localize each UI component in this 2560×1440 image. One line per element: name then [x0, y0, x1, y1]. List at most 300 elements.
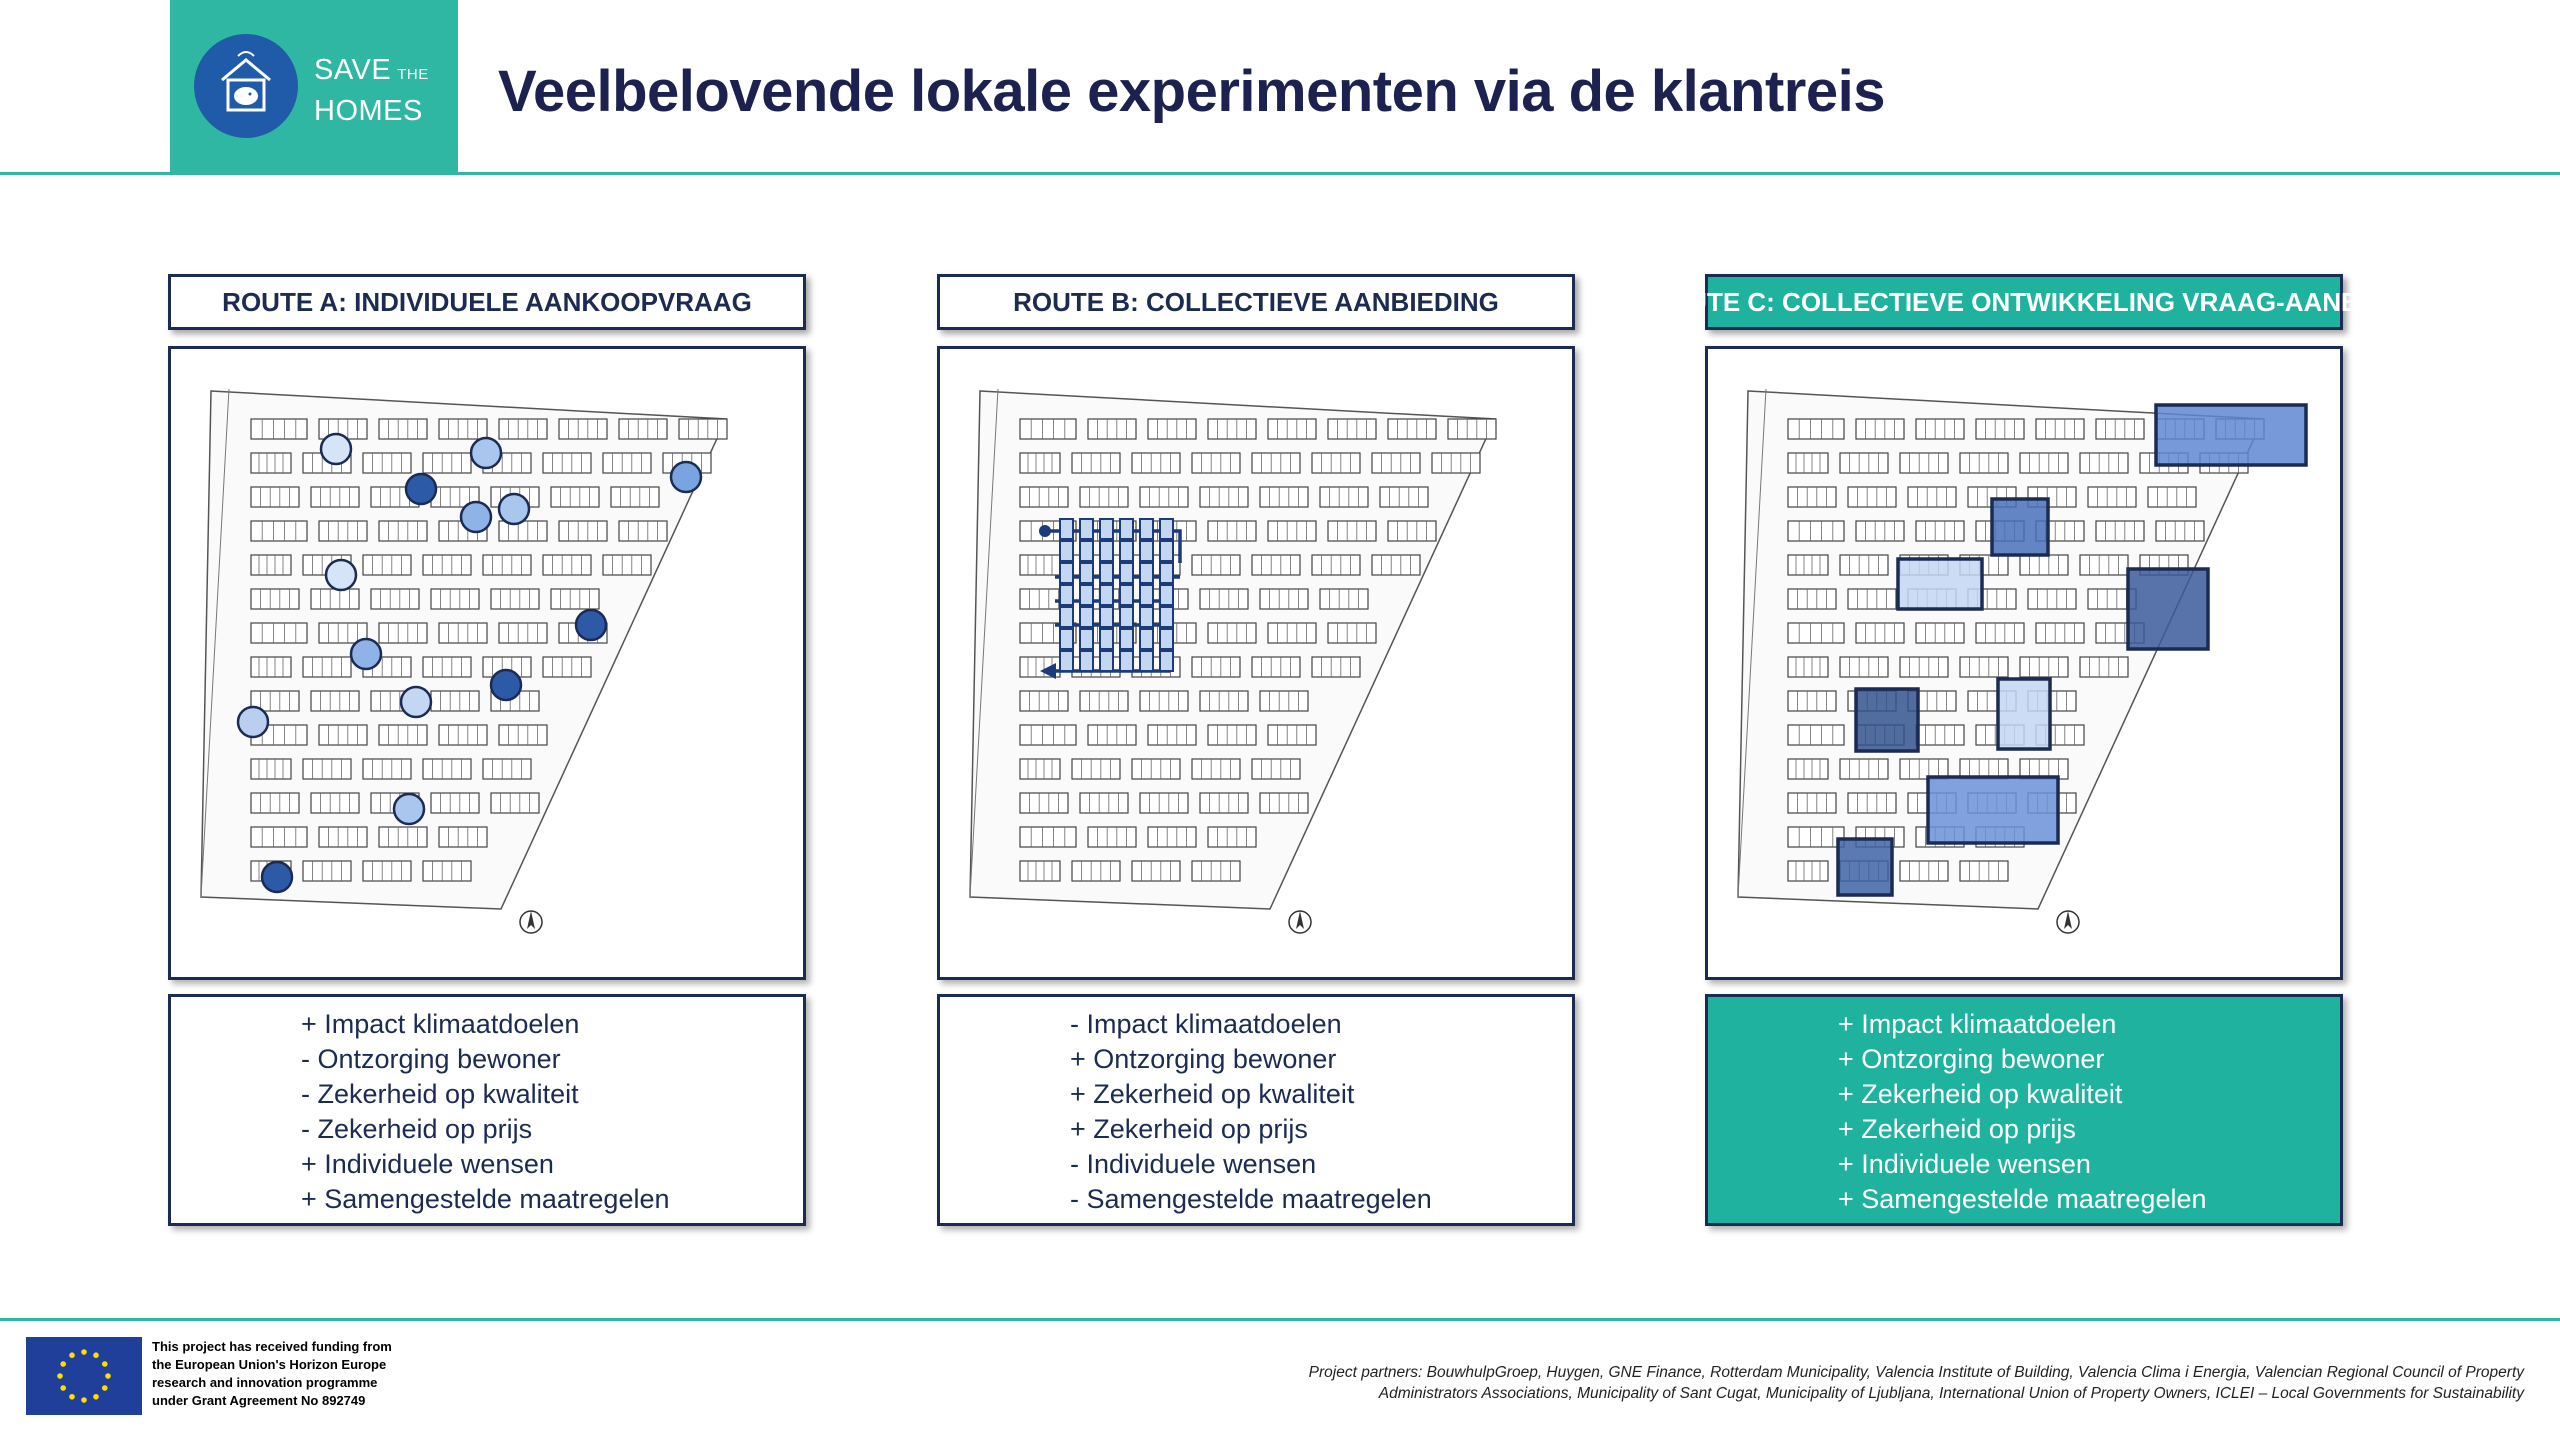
highlighted-house	[1140, 563, 1153, 583]
building-block	[1148, 827, 1196, 847]
building-block	[1252, 453, 1300, 473]
highlighted-house	[1120, 541, 1133, 561]
building-block	[319, 521, 367, 541]
household-marker	[238, 707, 268, 737]
eu-star	[102, 1385, 108, 1391]
building-block	[1020, 827, 1076, 847]
building-block	[1208, 827, 1256, 847]
eu-star	[60, 1361, 66, 1367]
development-zone	[1928, 777, 2058, 843]
house-piggybank-logo-icon	[194, 34, 298, 138]
highlighted-house	[1140, 651, 1153, 671]
street-map	[1738, 389, 2264, 933]
building-block	[1788, 691, 1836, 711]
building-block	[1788, 827, 1844, 847]
highlighted-house	[1120, 563, 1133, 583]
building-block	[1788, 861, 1828, 881]
development-zone	[1838, 839, 1892, 895]
list-item: - Zekerheid op prijs	[301, 1114, 533, 1144]
building-block	[1080, 691, 1128, 711]
building-block	[559, 419, 607, 439]
highlighted-house	[1140, 585, 1153, 605]
partners-line: Project partners: BouwhulpGroep, Huygen, GNE Finance, Rotterdam Municipality, Valencia Institute of Building, Valencia Clima i Energia, Valencian Regional Council of Property	[1308, 1364, 2524, 1381]
building-block	[319, 827, 367, 847]
building-block	[1252, 759, 1300, 779]
building-block	[1268, 725, 1316, 745]
building-block	[1020, 793, 1068, 813]
building-block	[1388, 419, 1436, 439]
building-block	[1148, 725, 1196, 745]
funding-line: the European Union's Horizon Europe	[152, 1357, 387, 1372]
building-block	[1900, 861, 1948, 881]
building-block	[1260, 793, 1308, 813]
building-block	[1312, 453, 1360, 473]
street-map	[970, 389, 1496, 933]
highlighted-house	[1160, 585, 1173, 605]
household-marker	[351, 639, 381, 669]
route-b-header: ROUTE B: COLLECTIEVE AANBIEDING	[937, 274, 1575, 330]
building-block	[1976, 419, 2024, 439]
household-marker	[394, 794, 424, 824]
building-block	[1072, 861, 1120, 881]
building-block	[1788, 657, 1828, 677]
building-block	[2088, 487, 2136, 507]
household-marker	[326, 560, 356, 590]
building-block	[1848, 487, 1896, 507]
building-block	[251, 657, 291, 677]
building-block	[423, 657, 471, 677]
header-divider	[0, 172, 2560, 175]
building-block	[679, 419, 727, 439]
building-block	[423, 759, 471, 779]
building-block	[1380, 487, 1428, 507]
building-block	[1848, 793, 1896, 813]
highlighted-house	[1080, 607, 1093, 627]
building-block	[251, 555, 291, 575]
building-block	[2028, 589, 2076, 609]
building-block	[1140, 793, 1188, 813]
funding-statement	[152, 1338, 392, 1410]
highlighted-house	[1060, 651, 1073, 671]
building-block	[1020, 861, 1060, 881]
development-zone	[2156, 405, 2306, 465]
building-block	[543, 555, 591, 575]
building-block	[1320, 487, 1368, 507]
building-block	[1268, 623, 1316, 643]
building-block	[1252, 555, 1300, 575]
building-block	[1320, 589, 1368, 609]
household-marker	[491, 670, 521, 700]
building-block	[1960, 453, 2008, 473]
route-start	[1039, 525, 1051, 537]
route-b-list	[937, 994, 1575, 1226]
building-block	[1140, 691, 1188, 711]
building-block	[1268, 419, 1316, 439]
building-block	[1148, 419, 1196, 439]
building-block	[1848, 589, 1896, 609]
highlighted-house	[1060, 629, 1073, 649]
highlighted-house	[1160, 541, 1173, 561]
building-block	[1192, 759, 1240, 779]
page-title: Veelbelovende lokale experimenten via de klantreis	[498, 59, 1885, 124]
building-block	[1788, 419, 1844, 439]
building-block	[1788, 589, 1836, 609]
household-marker	[576, 610, 606, 640]
funding-line: This project has received funding from	[152, 1339, 392, 1354]
route-c-list	[1705, 994, 2343, 1226]
highlighted-house	[1100, 607, 1113, 627]
building-block	[379, 623, 427, 643]
eu-star	[93, 1352, 99, 1358]
building-block	[1192, 861, 1240, 881]
building-block	[1840, 759, 1888, 779]
building-block	[431, 589, 479, 609]
building-block	[2020, 657, 2068, 677]
building-block	[1080, 793, 1128, 813]
building-block	[543, 453, 591, 473]
highlighted-house	[1080, 519, 1093, 539]
highlighted-house	[1140, 541, 1153, 561]
building-block	[1788, 487, 1836, 507]
building-block	[1788, 759, 1828, 779]
household-marker	[671, 462, 701, 492]
route-c-column	[1649, 274, 2399, 1214]
highlighted-house	[1060, 563, 1073, 583]
route-a-header: ROUTE A: INDIVIDUELE AANKOOPVRAAG	[168, 274, 806, 330]
building-block	[379, 725, 427, 745]
highlighted-house	[1140, 519, 1153, 539]
building-block	[311, 589, 359, 609]
building-block	[311, 487, 359, 507]
eu-flag-icon	[26, 1337, 142, 1415]
building-block	[431, 691, 479, 711]
building-block	[1328, 521, 1376, 541]
route-c-map	[1705, 346, 2343, 980]
highlighted-house	[1060, 607, 1073, 627]
building-block	[1916, 623, 1964, 643]
development-zone	[1998, 679, 2050, 749]
building-block	[439, 419, 487, 439]
building-block	[379, 521, 427, 541]
highlighted-house	[1100, 629, 1113, 649]
building-block	[251, 453, 291, 473]
building-block	[251, 793, 299, 813]
eu-star	[105, 1373, 111, 1379]
building-block	[1960, 657, 2008, 677]
building-block	[1192, 453, 1240, 473]
building-block	[619, 419, 667, 439]
list-item: + Zekerheid op prijs	[1070, 1114, 1308, 1144]
building-block	[423, 555, 471, 575]
building-block	[1372, 555, 1420, 575]
highlighted-house	[1160, 563, 1173, 583]
eu-star	[81, 1349, 87, 1355]
logo	[170, 0, 458, 172]
building-block	[1388, 521, 1436, 541]
building-block	[1200, 691, 1248, 711]
building-block	[551, 589, 599, 609]
list-item: + Individuele wensen	[1838, 1149, 2091, 1179]
eu-star	[60, 1385, 66, 1391]
household-marker	[499, 494, 529, 524]
building-block	[551, 487, 599, 507]
building-block	[1208, 623, 1256, 643]
building-block	[1132, 759, 1180, 779]
route-a-map	[168, 346, 806, 980]
building-block	[1072, 759, 1120, 779]
highlighted-house	[1100, 519, 1113, 539]
building-block	[363, 861, 411, 881]
funding-line: under Grant Agreement No 892749	[152, 1393, 366, 1408]
building-block	[559, 521, 607, 541]
building-block	[2020, 453, 2068, 473]
building-block	[1788, 623, 1844, 643]
route-a-list	[168, 994, 806, 1226]
building-block	[1020, 759, 1060, 779]
highlighted-house	[1100, 563, 1113, 583]
building-block	[1208, 725, 1256, 745]
building-block	[303, 861, 351, 881]
building-block	[311, 793, 359, 813]
building-block	[1020, 691, 1068, 711]
building-block	[1840, 453, 1888, 473]
building-block	[2156, 521, 2204, 541]
building-block	[251, 521, 307, 541]
building-block	[2148, 487, 2196, 507]
list-item: + Ontzorging bewoner	[1838, 1044, 2105, 1074]
eu-star	[102, 1361, 108, 1367]
building-block	[603, 453, 651, 473]
project-partners	[1124, 1362, 2524, 1404]
building-block	[1372, 453, 1420, 473]
building-block	[251, 589, 299, 609]
building-block	[379, 419, 427, 439]
building-block	[1328, 419, 1376, 439]
household-marker	[401, 687, 431, 717]
development-zone	[1856, 689, 1918, 751]
list-item: + Zekerheid op kwaliteit	[1838, 1079, 2123, 1109]
building-block	[439, 725, 487, 745]
highlighted-house	[1120, 651, 1133, 671]
highlighted-house	[1060, 541, 1073, 561]
building-block	[1448, 419, 1496, 439]
building-block	[1916, 725, 1964, 745]
partners-line: Administrators Associations, Municipality of Sant Cugat, Municipality of Ljubljana, International Union of Property Owners, ICLEI – Local Governments for Sustainability	[1378, 1385, 2524, 1402]
building-block	[1960, 861, 2008, 881]
building-block	[1312, 657, 1360, 677]
eu-star	[93, 1394, 99, 1400]
eu-star	[81, 1397, 87, 1403]
north-arrow-icon	[1289, 911, 1311, 933]
household-marker	[471, 438, 501, 468]
building-block	[1268, 521, 1316, 541]
highlighted-house	[1120, 607, 1133, 627]
building-block	[1252, 657, 1300, 677]
highlighted-house	[1160, 651, 1173, 671]
building-block	[1208, 419, 1256, 439]
highlighted-house	[1100, 585, 1113, 605]
logo-save: SAVE	[314, 54, 392, 86]
building-block	[1200, 487, 1248, 507]
highlighted-house	[1160, 607, 1173, 627]
household-marker	[461, 502, 491, 532]
building-block	[491, 793, 539, 813]
building-block	[1208, 521, 1256, 541]
building-block	[1432, 453, 1480, 473]
building-block	[1788, 793, 1836, 813]
highlighted-house	[1160, 629, 1173, 649]
building-block	[1788, 725, 1844, 745]
building-block	[499, 521, 547, 541]
building-block	[1140, 487, 1188, 507]
building-block	[363, 453, 411, 473]
development-zone	[1992, 499, 2048, 555]
list-item: + Impact klimaatdoelen	[301, 1009, 580, 1039]
eu-star	[69, 1394, 75, 1400]
building-block	[251, 623, 307, 643]
building-block	[363, 555, 411, 575]
highlighted-house	[1060, 519, 1073, 539]
building-block	[1916, 521, 1964, 541]
building-block	[1132, 861, 1180, 881]
building-block	[1976, 623, 2024, 643]
building-block	[2036, 419, 2084, 439]
building-block	[1200, 793, 1248, 813]
building-block	[1192, 555, 1240, 575]
highlighted-house	[1080, 629, 1093, 649]
building-block	[2036, 623, 2084, 643]
development-zone	[1898, 559, 1982, 609]
building-block	[1260, 487, 1308, 507]
building-block	[319, 725, 367, 745]
building-block	[2080, 453, 2128, 473]
building-block	[303, 657, 351, 677]
building-block	[1020, 419, 1076, 439]
highlighted-house	[1080, 651, 1093, 671]
building-block	[1328, 623, 1376, 643]
development-zone	[2128, 569, 2208, 649]
list-item: - Impact klimaatdoelen	[1070, 1009, 1342, 1039]
logo-text	[314, 52, 429, 129]
building-block	[2096, 419, 2144, 439]
list-item: - Samengestelde maatregelen	[1070, 1184, 1432, 1214]
building-block	[499, 623, 547, 643]
household-marker	[406, 474, 436, 504]
building-block	[543, 657, 591, 677]
household-marker	[262, 862, 292, 892]
highlighted-house	[1160, 519, 1173, 539]
building-block	[2020, 555, 2068, 575]
building-block	[379, 827, 427, 847]
building-block	[1080, 487, 1128, 507]
highlighted-house	[1080, 563, 1093, 583]
building-block	[423, 861, 471, 881]
building-block	[251, 487, 299, 507]
building-block	[1900, 657, 1948, 677]
building-block	[611, 487, 659, 507]
building-block	[619, 521, 667, 541]
building-block	[1192, 657, 1240, 677]
funding-line: research and innovation programme	[152, 1375, 378, 1390]
highlighted-house	[1100, 651, 1113, 671]
list-item: + Impact klimaatdoelen	[1838, 1009, 2117, 1039]
building-block	[1840, 555, 1888, 575]
building-block	[1132, 453, 1180, 473]
list-item: + Ontzorging bewoner	[1070, 1044, 1337, 1074]
route-a-column	[168, 274, 806, 1214]
building-block	[1020, 555, 1060, 575]
building-block	[371, 589, 419, 609]
building-block	[1020, 487, 1068, 507]
building-block	[439, 623, 487, 643]
eu-star	[69, 1352, 75, 1358]
eu-star	[57, 1373, 63, 1379]
building-block	[423, 453, 471, 473]
building-block	[311, 691, 359, 711]
street-map	[201, 389, 727, 933]
highlighted-house	[1100, 541, 1113, 561]
highlighted-house	[1060, 585, 1073, 605]
logo-the: THE	[397, 66, 429, 83]
building-block	[251, 419, 307, 439]
building-block	[1788, 555, 1828, 575]
building-block	[1856, 419, 1904, 439]
building-block	[431, 793, 479, 813]
north-arrow-icon	[520, 911, 542, 933]
list-item: - Ontzorging bewoner	[301, 1044, 561, 1074]
building-block	[1088, 419, 1136, 439]
building-block	[1260, 589, 1308, 609]
building-block	[483, 555, 531, 575]
list-item: + Samengestelde maatregelen	[301, 1184, 670, 1214]
household-marker	[321, 434, 351, 464]
list-item: + Zekerheid op prijs	[1838, 1114, 2076, 1144]
building-block	[303, 759, 351, 779]
building-block	[483, 759, 531, 779]
building-block	[499, 419, 547, 439]
list-item: - Individuele wensen	[1070, 1149, 1317, 1179]
highlighted-house	[1120, 519, 1133, 539]
logo-homes: HOMES	[314, 95, 423, 127]
building-block	[603, 555, 651, 575]
building-block	[2096, 521, 2144, 541]
building-block	[1788, 521, 1844, 541]
building-block	[2080, 555, 2128, 575]
building-block	[499, 725, 547, 745]
highlighted-house	[1140, 629, 1153, 649]
building-block	[1916, 419, 1964, 439]
building-block	[1856, 623, 1904, 643]
list-item: + Samengestelde maatregelen	[1838, 1184, 2207, 1214]
building-block	[1312, 555, 1360, 575]
route-b-map	[937, 346, 1575, 980]
building-block	[1088, 827, 1136, 847]
building-block	[1088, 725, 1136, 745]
building-block	[251, 827, 307, 847]
list-item: - Zekerheid op kwaliteit	[301, 1079, 579, 1109]
building-block	[363, 759, 411, 779]
building-block	[1260, 691, 1308, 711]
list-item: + Zekerheid op kwaliteit	[1070, 1079, 1355, 1109]
building-block	[251, 759, 291, 779]
building-block	[2080, 657, 2128, 677]
building-block	[1200, 589, 1248, 609]
building-block	[1908, 487, 1956, 507]
highlighted-house	[1140, 607, 1153, 627]
building-block	[1900, 453, 1948, 473]
highlighted-house	[1080, 541, 1093, 561]
building-block	[1020, 453, 1060, 473]
